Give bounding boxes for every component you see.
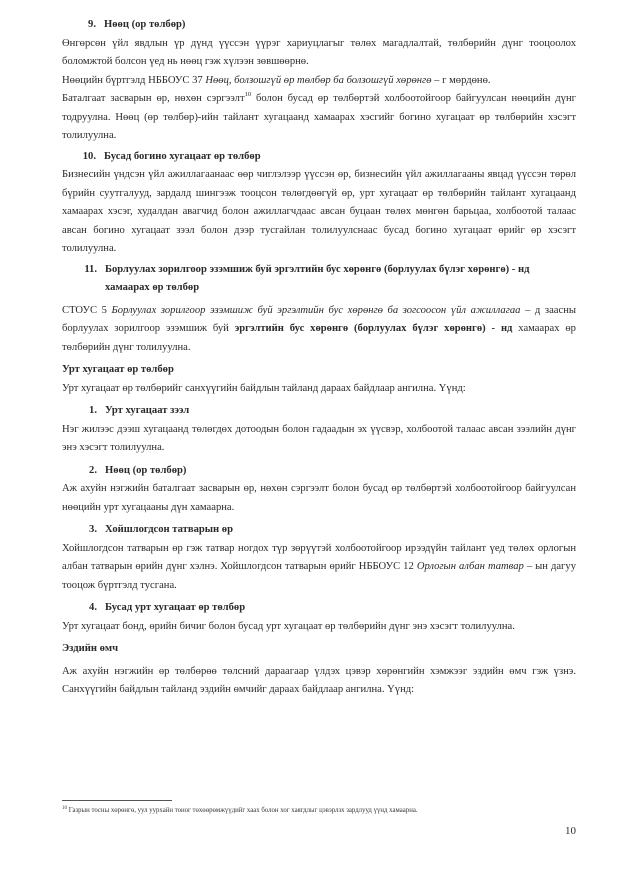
section-10-title: Бусад богино хугацаат өр төлбөр [104, 150, 261, 162]
item-title: Нөөц (ор төлбөр) [105, 464, 187, 476]
text-run: – ын дагуу тооцож бүртгэлд тусгана. [62, 561, 576, 591]
section-9-heading [62, 16, 576, 35]
section-9-paragraph-1: Өнгөрсөн үйл явдлын үр дүнд үүссэн үүрэг хариуцлагыг төлөх магадлалтай, төлбөрийн дүнг тооцоолох боломжтой болсон үед нь нөөц гэж хүлээн зөвшөөрнө. [62, 37, 576, 67]
long-term-item-4-text: Урт хугацаат бонд, өрийн бичиг болон бусад урт хугацаат өр төлбөрийн дүнг энэ хэсэгт толилуулна. [62, 620, 515, 632]
long-term-item-3-heading [62, 521, 576, 540]
long-term-item-2-heading [62, 462, 576, 481]
equity-paragraph: Аж ахуйн нэгжийн өр төлбөрөө төлсний дараагаар үлдэх цэвэр хөрөнгийн хэмжээг эздийн өмч гэж үзнэ. Санхүүгийн байдлын тайланд эздийн өмчийг дараах байдлаар ангилна. Үүнд: [62, 665, 576, 695]
item-title: Урт хугацаат зээл [105, 405, 190, 416]
section-9-paragraph-3 [62, 90, 576, 146]
equity-heading: Эздийн өмч [62, 643, 119, 654]
section-11-number: 11. [84, 263, 97, 275]
text-run: Баталгаат засварын өр, нөхөн сэргээлт [62, 93, 245, 104]
section-10-paragraph: Бизнесийн үндсэн үйл ажиллагаанаас өөр чиглэлээр үүссэн өр, бизнесийн үйл ажиллагааны явцад үүссэн төрөл бүрийн суутгалууд, зардалд шингээж тооцсон төлөгдөөгүй өр, урт хугацаат өр төлбөрийн тайлант хугацаанд хамаарах хэсэг, худалдан авагчид болон ажиллагчдаас авсан буцаан төлөх мөнгөн барьцаа, холбоотой талаас авсан богино хугацаат зээл болон дээр тусгайлан толилуулснаас бусад богино хугацаат өрийг өр хэсэгт толилуулна. [62, 169, 576, 254]
section-9-paragraph-2 [62, 72, 576, 91]
section-11-heading [62, 261, 576, 298]
text-run: Хойшлогдсон татварын өр гэж татвар ногдох түр зөрүүтэй холбоотойгоор ирээдүйн тайлант үед төлөх орлогын албан татварын өрийн дүнг хэлнэ. Хойшлогдсон татварын өрийг НББОУС 12 [62, 542, 576, 572]
section-9-title: Нөөц (ор төлбөр) [104, 19, 186, 30]
footnote-marker: 10 [62, 806, 67, 811]
section-10-number: 10. [82, 150, 96, 162]
item-title: Бусад урт хугацаат өр төлбөр [105, 602, 246, 613]
long-term-item-4-heading [62, 599, 576, 618]
footnote [62, 806, 576, 815]
text-run-bold: эргэлтийн бус хөрөнгө (борлуулах бүлэг хөрөнгө) - нд [234, 323, 513, 334]
standard-title-italic: Нөөц, болзошгүй өр төлбөр ба болзошгүй хөрөнгө [205, 74, 432, 86]
text-run: – г мөрдөнө. [431, 74, 491, 86]
page-number: 10 [565, 825, 576, 837]
section-9-number: 9. [88, 19, 96, 30]
item-title: Хойшлогдсон татварын өр [105, 524, 233, 535]
long-term-item-1-heading [62, 402, 576, 421]
item-number: 2. [89, 464, 97, 476]
standard-title-italic: Орлогын албан татвар [416, 561, 524, 572]
text-run: – д заасны борлуулах зорилгоор эзэмшиж буй [62, 304, 576, 334]
section-10-heading [62, 148, 576, 167]
text-run: СТОУС 5 [62, 304, 112, 316]
standard-title-italic: Борлуулах зорилгоор эзэмшиж буй эргэлтийн бус хөрөнгө ба зогсоосон үйл ажиллагаа [111, 304, 521, 316]
section-11-paragraph [62, 302, 576, 358]
text-run: хамаарах өр төлбөрийн дүнг толилуулна. [62, 323, 576, 353]
item-number: 3. [89, 524, 97, 535]
long-term-intro: Урт хугацаат өр төлбөрийг санхүүгийн байдлын тайланд дараах байдлаар ангилна. Үүнд: [62, 382, 466, 394]
footnote-separator [62, 800, 172, 801]
long-term-item-3-text [62, 540, 576, 596]
item-number: 4. [89, 602, 97, 613]
text-run: Нөөцийн бүртгэлд НББОУС 37 [62, 74, 206, 86]
long-term-item-1-text: Нэг жилээс дээш хугацаанд төлөгдөх дотоодын болон гадаадын эх үүсвэр, холбоотой талаас авсан зээлийн дүнг энэ хэсэгт толилуулна. [62, 423, 576, 453]
long-term-item-2-text: Аж ахуйн нэгжийн баталгаат засварын өр, нөхөн сэргээлт болон бусад өр төлбөртэй холбоотойгоор байгуулсан нөөцийн урт хугацааны дүн хамаарна. [62, 483, 576, 513]
footnote-reference: 10 [244, 91, 252, 98]
item-number: 1. [89, 405, 97, 416]
footnote-text: Газрын тосны хөрөнгө, уул уурхайн тоног төхөөрөмжүүдийг хаах болон хог хаягдлыг цэвэрлэх зардлууд үүнд хамаарна. [67, 807, 418, 814]
text-run: болон бусад өр төлбөртэй холбоотойгоор байгуулсан нөөцийн дүнг тодруулна. Нөөц (өр төлбөр)-ийн тайлант хугацаанд хамаарах хэсгийг богино хугацаат өр төлбөрийн хэсэгт толилуулна. [62, 93, 576, 141]
section-11-title: Борлуулах зорилгоор эзэмшиж буй эргэлтийн бус хөрөнгө (борлуулах бүлэг хөрөнгө) - нд хамаарах өр төлбөр [105, 263, 530, 293]
long-term-heading: Урт хугацаат өр төлбөр [62, 364, 174, 375]
